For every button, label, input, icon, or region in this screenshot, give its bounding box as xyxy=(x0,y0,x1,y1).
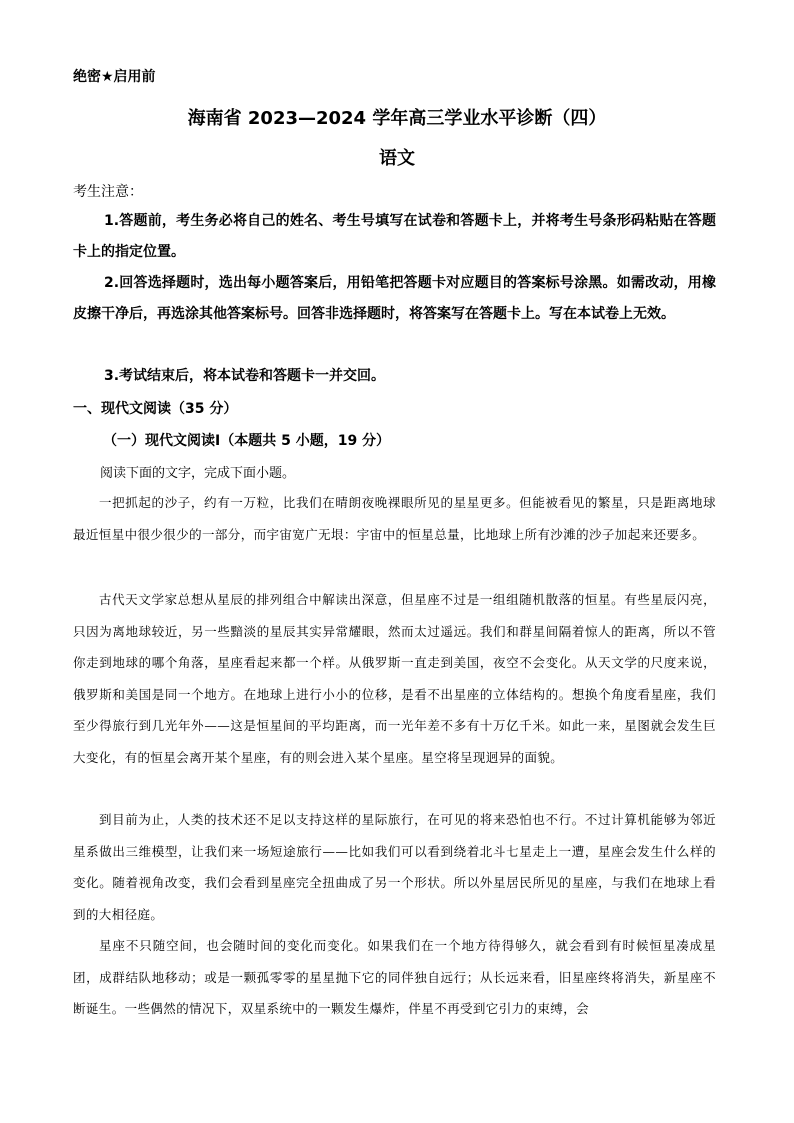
subsection-heading: （一）现代文阅读Ⅰ（本题共 5 小题，19 分） xyxy=(103,433,391,449)
notice-title: 考生注意： xyxy=(73,184,143,200)
passage-paragraph-4: 星座不只随空间，也会随时间的变化而变化。如果我们在一个地方待得够久，就会看到有时候恒星凑成星团，成群结队地移动；或是一颗孤零零的星星抛下它的同伴独自远行；从长远来看，旧星座终将消失，新星座不断诞生。一些偶然的情况下，双星系统中的一颗发生爆炸，伴星不再受到它引力的束缚，会 xyxy=(73,938,716,1016)
passage-paragraph-2: 古代天文学家总想从星辰的排列组合中解读出深意，但星座不过是一组组随机散落的恒星。有些星辰闪亮，只因为离地球较近，另一些黯淡的星辰其实异常耀眼，然而太过遥远。我们和群星间隔着惊人的距离，所以不管你走到地球的哪个角落，星座看起来都一个样。从俄罗斯一直走到美国，夜空不会变化。从天文学的尺度来说，俄罗斯和美国是同一个地方。在地球上进行小小的位移，是看不出星座的立体结构的。想换个角度看星座，我们至少得旅行到几光年外——这是恒星间的平均距离，而一光年差不多有十万亿千米。如此一来，星图就会发生巨大变化，有的恒星会离开某个星座，有的则会进入某个星座。星空将呈现迥异的面貌。 xyxy=(73,592,716,765)
secret-mark: 绝密★启用前 xyxy=(73,69,156,85)
notice-item-1: 1.答题前，考生务必将自己的姓名、考生号填写在试卷和答题卡上，并将考生号条形码粘贴在答题卡上的指定位置。 xyxy=(73,213,716,260)
reading-instruction: 阅读下面的文字，完成下面小题。 xyxy=(100,466,296,481)
passage-paragraph-3: 到目前为止，人类的技术还不足以支持这样的星际旅行，在可见的将来恐怕也不行。不过计算机能够为邻近星系做出三维模型，让我们来一场短途旅行——比如我们可以看到绕着北斗七星走上一遭，星座会发生什么样的变化。随着视角改变，我们会看到星座完全扭曲成了另一个形状。所以外星居民所见的星座，与我们在地球上看到的大相径庭。 xyxy=(73,812,716,922)
notice-item-2: 2.回答选择题时，选出每小题答案后，用铅笔把答题卡对应题目的答案标号涂黑。如需改动，用橡皮擦干净后，再选涂其他答案标号。回答非选择题时，将答案写在答题卡上。写在本试卷上无效。 xyxy=(73,275,716,322)
notice-item-3: 3.考试结束后，将本试卷和答题卡一并交回。 xyxy=(104,368,386,384)
passage-paragraph-1: 一把抓起的沙子，约有一万粒，比我们在晴朗夜晚裸眼所见的星星更多。但能被看见的繁星，只是距离地球最近恒星中很少很少的一部分，而宇宙宽广无垠：宇宙中的恒星总量，比地球上所有沙滩的沙子加起来还要多。 xyxy=(73,495,716,542)
section-heading: 一、现代文阅读（35 分） xyxy=(73,401,238,417)
subject-title: 语文 xyxy=(379,148,415,169)
exam-title: 海南省 2023—2024 学年高三学业水平诊断（四） xyxy=(187,108,607,129)
